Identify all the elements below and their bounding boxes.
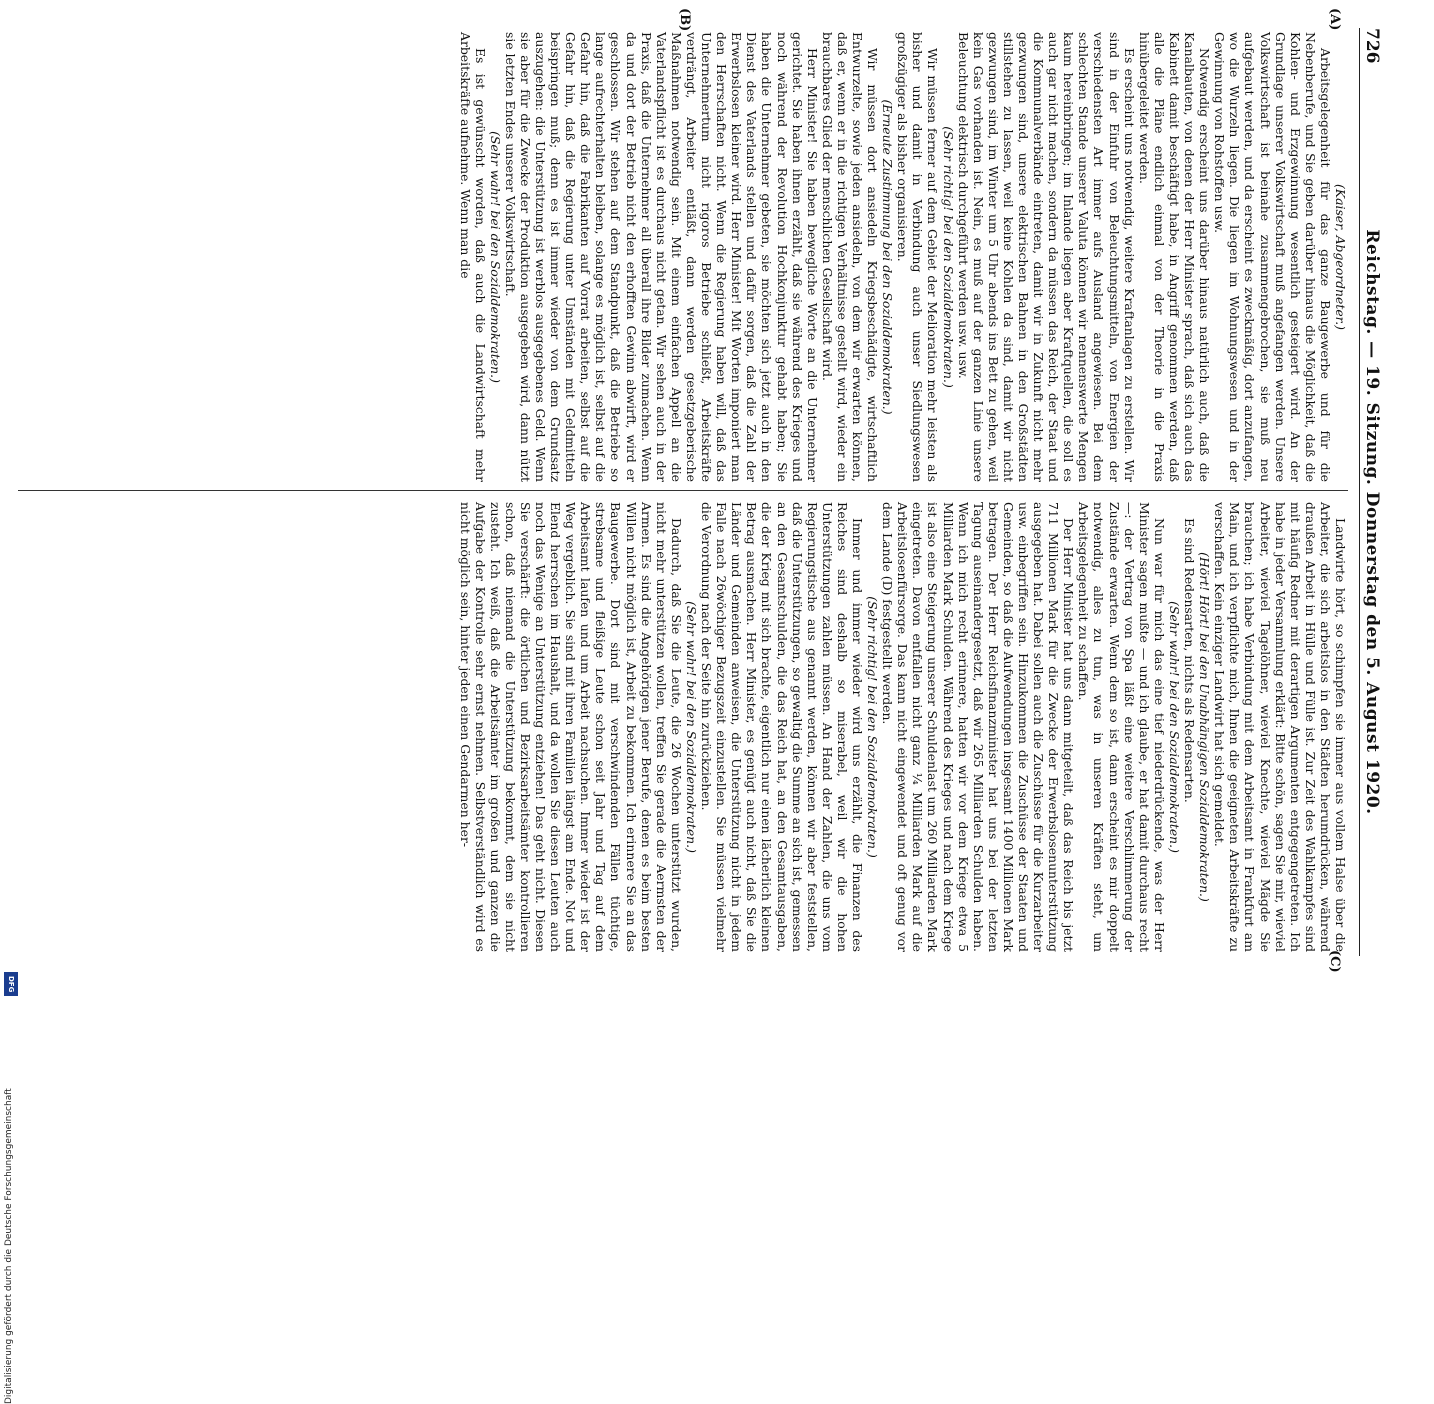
margin-marker-a: (A) [1327,8,1342,31]
footer-notice: Digitalisierung gefördert durch die Deutsche Forschungsgemeinschaft [4,1088,14,1404]
page-number: 726 [1362,28,1382,64]
right-column [457,502,1348,952]
paragraph: Es sind Redensarten, nichts als Redensarten. [1182,518,1198,803]
paragraph: (Sehr richtig! bei den Sozialdemokraten.) [940,126,956,388]
paragraph: Landwirte hört, so schimpfen sie immer aus vollem Halse über die Arbeiter, die sich arbeitslos in den Städten herumdrücken, während draußen Arbeit in Hülle und Fülle ist. Zur Zeit des Wahlkampfes sind mit häufig Redner mit derartigen Argumenten entgegengetreten. Ich habe in jeder Versammlung erklärt: Bitte schön, sagen Sie mir, wieviel Arbeiter, wieviel Tagelöhner, wieviel Knechte, wieviel Mägde Sie brauchen; ich habe Verbindung mit dem Arbeitsamt in Frankfurt am Main, und ich verpflichte mich, Ihnen die geeigneten Arbeitskräfte zu verschaffen. Kein einziger Landwirt hat sich gemeldet. [1212,502,1348,952]
paragraph: Immer und immer wieder wird uns erzählt, die Finanzen des Reiches sind deshalb so miserabel, weil wir die hohen Unterstützungen zahlen müssen. An Hand der Zahlen, die uns vom Regierungstische aus genannt werden, können wir aber feststellen, daß die Unterstützungen, so gewaltig die Summe an sich ist, gemessen an den Gesamtschulden, die das Reich hat, an den Gesamtausgaben, die der Krieg mit sich brachte, eigentlich nur einen lächerlich kleinen Betrag ausmachen. Herr Minister, es genügt auch nicht, daß Sie die Länder und Gemeinden anweisen, die Unterstützung nicht in jedem Falle nach 26wöchiger Bezugszeit einzustellen. Sie müssen vielmehr die Verordnung nach der Seite hin zurückziehen. [699,502,865,952]
margin-marker-c: (C) [1327,950,1342,973]
dfg-logo: DFG [4,972,18,996]
paragraph: Wir müssen dort ansiedeln Kriegsbeschädigte, wirtschaftlich Entwurzelte, sowie jeden ansiedeln, von dem wir erwarten können, daß er, wenn er in die richtigen Verhältnisse gestellt wird, wieder ein brauchbares Glied der menschlichen Gesellschaft wird. [819,32,881,482]
paragraph: (Kaiser, Abgeordneter.) [1333,184,1348,330]
paragraph: Der Herr Minister hat uns dann mitgeteilt, daß das Reich bis jetzt 711 Millionen Mark für die Zwecke der Erwerbslosenunterstützung ausgegeben hat. Dabei sollen auch die Zuschüsse für die Kurzarbeiter usw. einbegriffen sein. Hinzukommen die Zuschüsse der Staaten und Gemeinden, so daß die Aufwendungen insgesamt 1400 Millionen Mark betragen. Der Herr Reichsfinanzminister hat uns bei der letzten Tagung auseinandergesetzt, daß wir 265 Milliarden Schulden haben. Wenn ich mich recht erinnere, hatten wir vor dem Kriege etwa 5 Milliarden Mark Schulden. Während des Krieges und nach dem Kriege ist also eine Steigerung unserer Schuldenlast um 260 Milliarden Mark eingetreten. Davon entfallen nicht ganz ¼ Milliarden Mark auf die Arbeitslosenfürsorge. Das kann nicht eingewendet und oft genug vor dem Lande (D) festgestellt werden. [880,502,1077,952]
running-header [1359,28,1384,956]
paragraph: Es ist gewünscht worden, daß auch die Landwirtschaft mehr Arbeitskräfte aufnehme. Wenn man die [457,32,488,482]
paragraph: (Sehr wahr! bei den Sozialdemokraten.) [487,131,503,383]
running-title: Reichstag. — 19. Sitzung. Donnerstag den 5. August 1920. [1362,229,1382,815]
paragraph: (Hört! Hört! bei den Unabhängigen Sozialdemokraten.) [1197,552,1213,902]
paragraph: Dadurch, daß Sie die Leute, die 26 Wochen unterstützt wurden, nicht mehr unterstützen wollen, treffen Sie gerade die Aermsten der Armen. Es sind die Angehörigen jener Berufe, denen es beim besten Willen nicht möglich ist, Arbeit zu bekommen. Ich erinnere Sie an das Baugewerbe. Dort sind mit verschwindenden Fällen tüchtige, strebsame und fleißige Leute schon seit Jahr und Tag auf dem Arbeitsamt laufen und um Arbeit nachsuchen. Immer wieder ist der Weg vergeblich. Sie sind mit ihren Familien längst am Ende. Not und Elend herrschen im Haushalt, und da wollen Sie diesen Leuten auch noch das Wenige an Unterstützung entziehen! Das geht nicht. Diesen Sie verschärft: die örtlichen und Bezirksarbeitsämter kontrollieren schon, daß niemand die Unterstützung bekommt, dem sie nicht zusteht. Ich weiß, daß die Arbeitsämter im großen und ganzen die Aufgabe der Kontrolle sehr ernst nehmen. Selbstverständlich wird es nicht möglich sein, hinter jeden einen Gendarmen her- [457,502,684,952]
margin-marker-b: (B) [677,8,692,32]
paragraph: (Sehr wahr! bei den Sozialdemokraten.) [683,601,699,853]
paragraph: Herr Minister! Sie haben bewegliche Worte an die Unternehmer gerichtet. Sie haben ihnen erzählt, daß sie während des Krieges und noch während der Revolution Hochkonjunktur gehabt haben; Sie haben die Unternehmer gebeten, sie möchten sich jetzt auch in den Dienst des Vaterlands stellen und dafür sorgen, daß die Zahl der Erwerbslosen kleiner wird. Herr Minister! Mit Worten imponiert man den Herrschaften nicht. Wenn die Regierung haben will, daß das Unternehmertum nicht rigoros Betriebe schließt, Arbeitskräfte verdrängt, Arbeiter entläßt, dann werden gesetzgeberische Maßnahmen notwendig sein. Mit einem einfachen Appell an die Vaterlandspflicht ist es durchaus nicht getan. Wir sehen auch in der Praxis, daß die Unternehmer all überall ihre Bilder zumachen. Wenn da und dort der Betrieb nicht den erhofften Gewinn abwirft, wird er geschlossen. Wir stehen auf dem Standpunkt, daß die Betriebe so lange aufrechterhalten bleiben, solange es möglich ist, selbst auf die Gefahr hin, daß die Fabrikanten auf Vorrat arbeiten, selbst auf die Gefahr hin, daß die Regierung unter Umständen mit Geldmitteln beispringen muß; denn es ist immer wieder von dem Grundsatz auszugehen: die Unterstützung ist werblos ausgegebenes Geld. Wenn sie aber für die Zwecke der Produktion ausgegeben wird, dann nützt sie letzten Endes unserer Volkswirtschaft. [502,32,820,482]
paragraph: Nun war für mich das eine tief niederdrückende, was der Herr Minister sagen mußte — und ich glaube, er hat damit durchaus recht —: der Vertrag von Spa läßt eine weitere Verschlimmerung der Zustände erwarten. Wenn dem so ist, dann erscheint es mir doppelt notwendig, alles zu tun, was in unseren Kräften steht, um Arbeitsgelegenheit zu schaffen. [1076,502,1167,952]
left-column [457,32,1348,482]
paragraph: Arbeitsgelegenheit für das ganze Baugewerbe und für die Nebenberufe, und Sie geben darüber hinaus die Möglichkeit, daß die Kohlen- und Erzgewinnung wesentlich gesteigert wird. An der Grundlage unserer Volkswirtschaft muß angefangen werden. Unsere Volkswirtschaft ist beinahe zusammengebrochen, sie muß neu aufgebaut werden, und da erscheint es zweckmäßig, dort anzufangen, wo die Wurzeln liegen. Die liegen im Wohnungswesen und in der Gewinnung von Rohstoffen usw. [1212,32,1333,482]
footer-notice-strip [4,574,22,1404]
paragraph: (Sehr richtig! bei den Sozialdemokraten.) [865,596,881,858]
paragraph: Notwendig erscheint uns darüber hinaus natürlich auch, daß die Kanalbauten, von denen der Herr Minister sprach, daß sich auch das Kabinett damit beschäftigt habe, in Angriff genommen werden, daß alle die Pläne endlich einmal von der Theorie in die Praxis hinübergeleitet werden. [1136,32,1213,482]
paragraph: Es erscheint uns notwendig, weitere Kraftanlagen zu erstellen. Wir sind in der Einfuhr von Beleuchtungsmitteln, von Energien der verschiedensten Art immer aufs Ausland angewiesen. Bei dem schlechten Stande unserer Valuta können wir nennenswerte Mengen kaum hereinbringen; im Inlande liegen aber Kraftquellen, die soll es auch gar nicht machen, sondern da müssen das Reich, der Staat und die Kommunalverbände eintreten, damit wir in Zukunft nicht mehr gezwungen sind, unsere elektrischen Bahnen in den Großstädten stillstehen zu lassen, weil keine Kohlen da sind, damit wir nicht gezwungen sind, im Winter um 5 Uhr abends ins Bett zu gehen, weil kein Gas vorhanden ist. Nein, es muß auf der ganzen Linie unsere Beleuchtung elektrisch durchgeführt werden usw. usw. [955,32,1137,482]
column-divider [18,490,1348,491]
paragraph: Wir müssen ferner auf dem Gebiet der Melioration mehr leisten als bisher und damit in Verbindung auch unser Siedlungswesen großzügiger als bisher organisieren. [895,32,941,482]
paragraph: (Sehr wahr! bei den Sozialdemokraten.) [1166,601,1182,853]
paragraph: (Erneute Zustimmung bei den Sozialdemokraten.) [880,99,896,415]
